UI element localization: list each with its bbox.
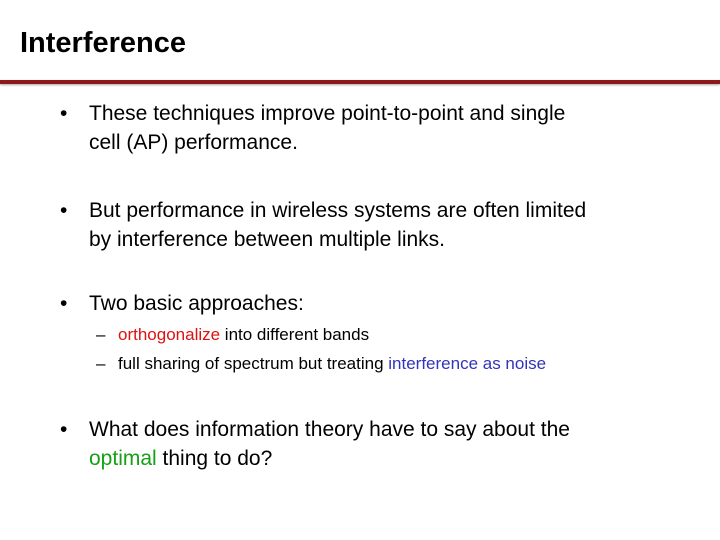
bullet-line: But performance in wireless systems are often limited: [89, 199, 587, 222]
slide-title: Interference: [20, 27, 187, 59]
sub-item-rest: into different bands: [220, 325, 370, 344]
sub-item-text: [118, 352, 696, 376]
bullet-item-3: [60, 289, 700, 318]
bullet-glyph: •: [60, 418, 68, 441]
bullet-line: What does information theory have to say about the: [89, 418, 570, 441]
dash-glyph: –: [96, 325, 106, 344]
title-divider: [0, 80, 720, 84]
bullet-line: cell (AP) performance.: [89, 131, 298, 154]
bullet-glyph: •: [60, 199, 68, 222]
sub-item-1: [96, 323, 696, 347]
bullet-glyph: •: [60, 102, 68, 125]
sub-item-2: [96, 352, 696, 376]
bullet-item-1: [60, 99, 700, 157]
bullet-item-4: [60, 415, 700, 473]
sub-item-text: [118, 323, 696, 347]
bullet-line: These techniques improve point-to-point and single: [89, 102, 566, 125]
bullet-line: [89, 444, 700, 473]
dash-glyph: –: [96, 354, 106, 373]
bullet-item-2: [60, 196, 700, 254]
bullet-line: Two basic approaches:: [89, 292, 304, 315]
highlight-interference-as-noise: interference as noise: [388, 354, 547, 373]
bullet-glyph: •: [60, 292, 68, 315]
bullet-line: by interference between multiple links.: [89, 228, 446, 251]
highlight-optimal: optimal: [89, 447, 157, 470]
sub-item-prefix: full sharing of spectrum but treating: [118, 354, 389, 373]
highlight-orthogonalize: orthogonalize: [118, 325, 221, 344]
bullet-line-rest: thing to do?: [156, 447, 273, 470]
